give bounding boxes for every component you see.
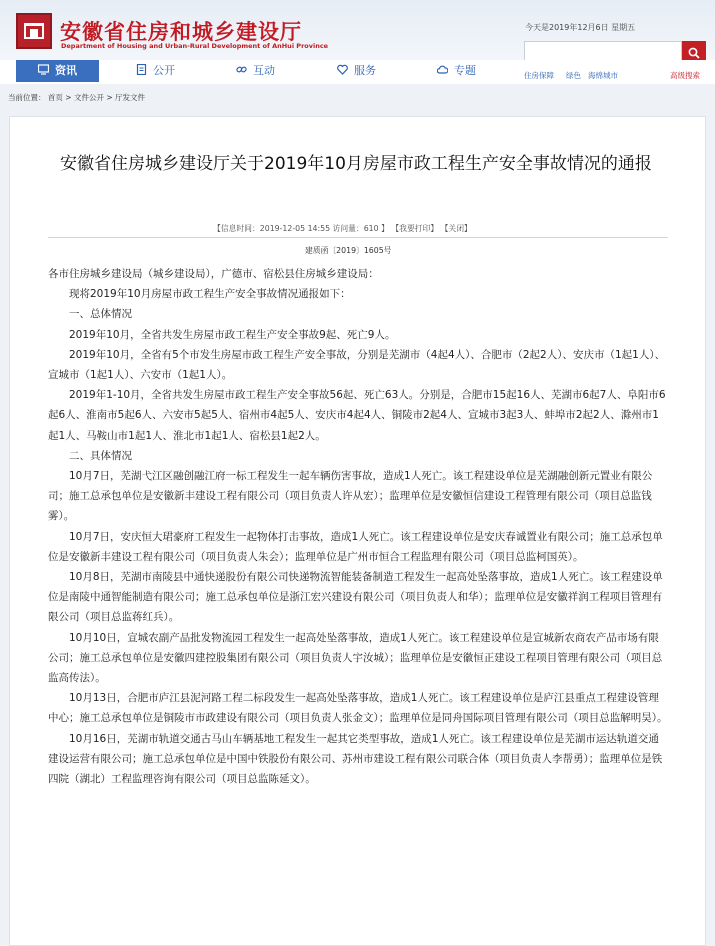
quick-link-housing[interactable]: 住房保障 <box>524 71 554 80</box>
site-logo[interactable] <box>16 13 52 49</box>
article-paragraph: 10月7日，安庆恒大珺豪府工程发生一起物体打击事故，造成1人死亡。该工程建设单位是安庆春诚置业有限公司；施工总承包单位是安徽新丰建设工程有限公司（项目负责人朱会）；监理单位是广州市恒合工程监理有限公司（项目总监柯国英）。 <box>48 530 663 563</box>
quick-link-green[interactable]: 绿色 <box>566 71 581 80</box>
link-icon <box>236 64 247 75</box>
site-header <box>0 0 715 60</box>
search-input[interactable] <box>524 41 682 61</box>
article-info: 【信息时间：2019-12-05 14:55 访问量：610 】 <box>213 224 389 233</box>
article-title: 安徽省住房城乡建设厅关于2019年10月房屋市政工程生产安全事故情况的通报 <box>60 154 652 174</box>
article-meta <box>213 223 472 234</box>
document-icon <box>136 64 147 75</box>
cloud-icon <box>437 64 448 75</box>
breadcrumb-prefix: 当前位置： <box>8 93 46 102</box>
breadcrumb-file-public[interactable]: 文件公开 <box>73 93 104 102</box>
nav-label-open: 公开 <box>153 64 175 77</box>
nav-label-news: 资讯 <box>55 64 77 77</box>
article-paragraph: 10月13日，合肥市庐江县泥河路工程二标段发生一起高处坠落事故，造成1人死亡。该工程建设单位是庐江县重点工程建设管理中心；施工总承包单位是铜陵市市政建设有限公司（项目负责人张金文）；监理单位是同舟国际项目管理有限公司（项目总监解明昊）。 <box>48 692 668 725</box>
article-paragraph: 2019年10月，全省共发生房屋市政工程生产安全事故9起、死亡9人。 <box>69 328 396 341</box>
monitor-icon <box>38 64 49 75</box>
heart-icon <box>337 64 348 75</box>
quick-link-sponge-city[interactable]: 海绵城市 <box>588 71 618 80</box>
article-paragraph: 各市住房城乡建设局（城乡建设局），广德市、宿松县住房城乡建设局： <box>48 268 379 280</box>
breadcrumb-separator: > <box>65 93 74 102</box>
site-title[interactable]: 安徽省住房和城乡建设厅 <box>60 20 302 44</box>
article-paragraph: 10月10日，宣城农副产品批发物流园工程发生一起高处坠落事故，造成1人死亡。该工程建设单位是宣城新农商农产品市场有限公司；施工总承包单位是安徽四建控股集团有限公司（项目负责人宇汝城）；监理单位是安徽恒正建设工程项目管理有限公司（项目总监高传法）。 <box>48 631 663 685</box>
breadcrumb-home[interactable]: 首页 <box>47 93 63 102</box>
document-number: 建质函〔2019〕1605号 <box>305 246 392 255</box>
article-paragraph: 2019年1-10月，全省共发生房屋市政工程生产安全事故56起、死亡63人。分别是，合肥市15起16人、芜湖市6起7人、阜阳市6起6人、淮南市5起6人、六安市5起5人、宿州市4起5人、安庆市4起4人、铜陵市2起4人、宣城市3起3人、蚌埠市2起2人、滁州市1起1人、马鞍山市1起1人、淮北市1起1人、宿松县1起2人。 <box>48 389 666 442</box>
nav-item-interact[interactable] <box>236 60 275 82</box>
nav-item-open[interactable] <box>136 60 175 82</box>
search-button[interactable] <box>682 41 706 61</box>
search-icon <box>688 47 700 59</box>
nav-label-service: 服务 <box>354 64 376 77</box>
article-section-heading: 二、具体情况 <box>69 449 132 462</box>
article-paragraph: 2019年10月，全省有5个市发生房屋市政工程生产安全事故，分别是芜湖市（4起4人）、合肥市（2起2人）、安庆市（1起1人）、宣城市（1起1人）、六安市（1起1人）。 <box>48 348 666 382</box>
article-body <box>48 264 668 789</box>
article-paragraph: 10月16日，芜湖市轨道交通古马山车辆基地工程发生一起其它类型事故，造成1人死亡。该工程建设单位是芜湖市运达轨道交通建设运营有限公司；施工总承包单位是中国中铁股份有限公司、苏州市建设工程有限公司联合体（项目负责人李帮勇）；监理单位是铁四院（湖北）工程监理咨询有限公司（项目总监陈延文）。 <box>48 732 663 786</box>
advanced-search-link[interactable]: 高级搜索 <box>670 71 700 80</box>
article-paragraph: 现将2019年10月房屋市政工程生产安全事故情况通报如下： <box>69 288 351 301</box>
current-date: 今天是2019年12月6日 星期五 <box>525 23 636 32</box>
breadcrumb-separator: > <box>106 93 116 102</box>
nav-item-service[interactable] <box>337 60 376 82</box>
breadcrumb-department-docs[interactable]: 厅发文件 <box>115 93 146 102</box>
article-section-heading: 一、总体情况 <box>69 308 132 321</box>
nav-label-interact: 互动 <box>253 64 275 77</box>
logo-mark-center <box>30 29 38 37</box>
article-paragraph: 10月7日，芜湖弋江区融创融江府一标工程发生一起车辆伤害事故，造成1人死亡。该工程建设单位是芜湖融创新元置业有限公司；施工总承包单位是安徽新丰建设工程有限公司（项目负责人许从宏）；监理单位是安徽恒信建设工程管理有限公司（项目总监钱雾）。 <box>48 470 653 523</box>
breadcrumb <box>8 89 708 107</box>
main-nav <box>0 60 715 84</box>
article-paragraph: 10月8日，芜湖市南陵县中通快递股份有限公司快递物流智能装备制造工程发生一起高处坠落事故，造成1人死亡。该工程建设单位是南陵中通智能制造有限公司；施工总承包单位是浙江宏兴建设有限公司（项目负责人和华）；监理单位是安徽祥润工程项目管理有限公司（项目总监蒋红兵）。 <box>48 571 663 624</box>
nav-label-topic: 专题 <box>454 64 476 77</box>
close-link[interactable]: 【关闭】 <box>440 224 472 233</box>
meta-divider <box>48 237 668 238</box>
print-link[interactable]: 【我要打印】 <box>391 224 439 233</box>
nav-item-news[interactable] <box>16 60 99 82</box>
nav-item-topic[interactable] <box>437 60 476 82</box>
site-subtitle: Department of Housing and Urban-Rural Development of AnHui Province <box>61 42 329 50</box>
